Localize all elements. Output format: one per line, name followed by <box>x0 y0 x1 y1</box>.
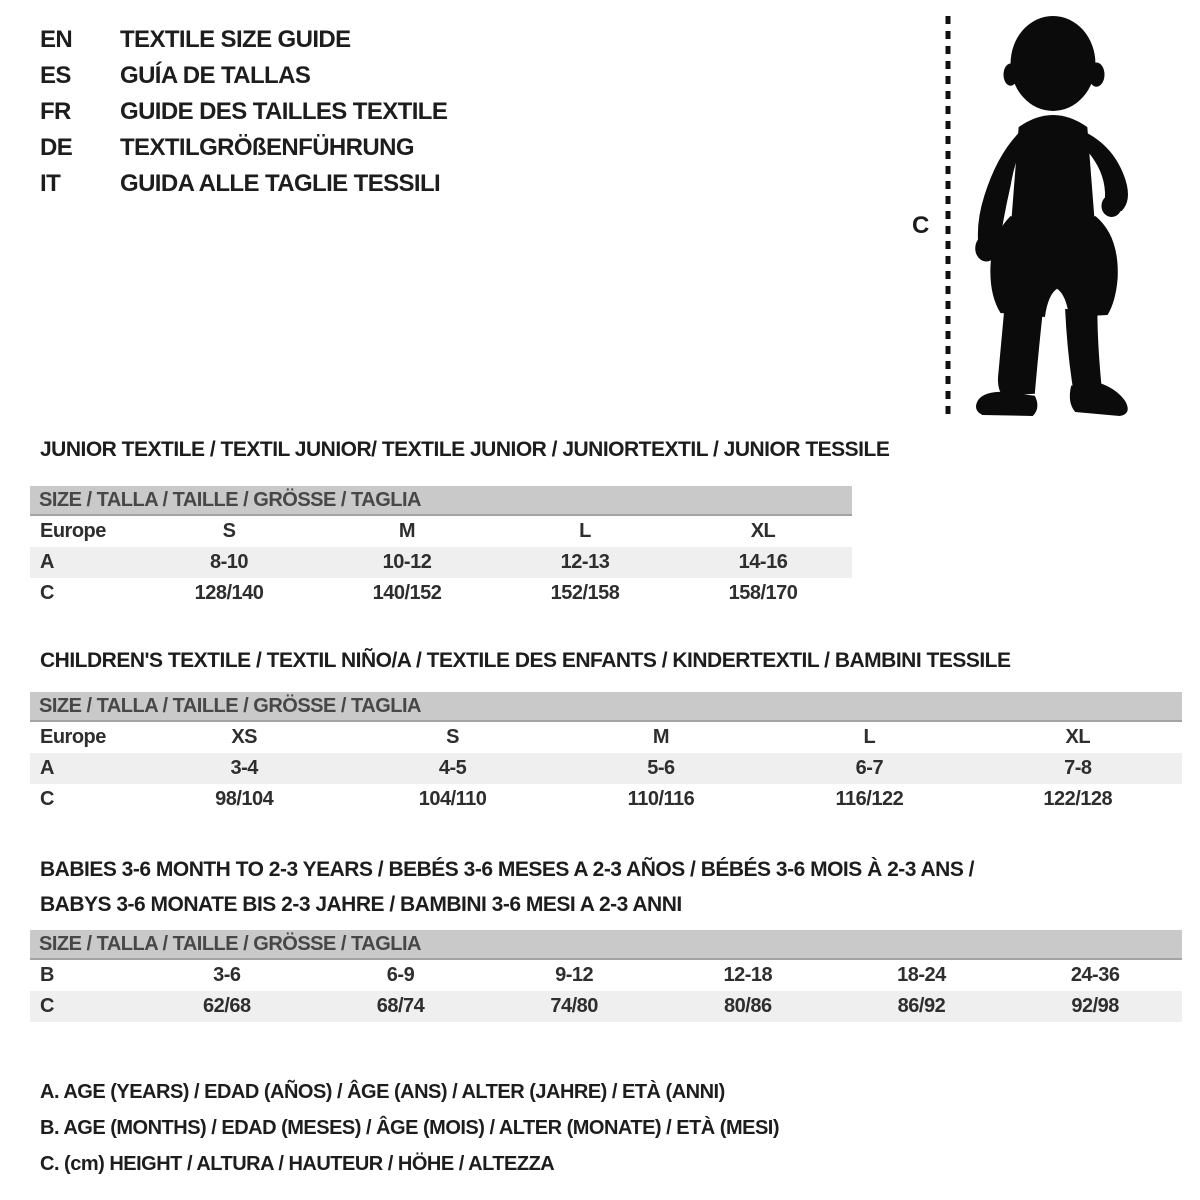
value-cell: 80/86 <box>724 995 772 1017</box>
row-label: C <box>40 995 54 1017</box>
language-row-fr <box>40 94 447 130</box>
row-label: B <box>40 964 54 986</box>
value-cell: 62/68 <box>203 995 251 1017</box>
language-list <box>40 22 447 202</box>
value-cell: 4-5 <box>438 757 467 779</box>
language-code: FR <box>40 98 71 125</box>
value-cell: 3-4 <box>230 757 258 779</box>
table-row-europe <box>30 516 852 547</box>
children-size-table <box>30 692 1182 815</box>
row-label: Europe <box>40 520 106 542</box>
value-cell: 74/80 <box>550 995 598 1017</box>
section-title-children: CHILDREN'S TEXTILE / TEXTIL NIÑO/A / TEXTILE DES ENFANTS / KINDERTEXTIL / BAMBINI TESSILE <box>40 649 1011 672</box>
measure-legend <box>40 1074 1200 1182</box>
language-code: IT <box>40 170 61 197</box>
value-cell: 5-6 <box>647 757 675 779</box>
value-cell: 18-24 <box>897 964 946 986</box>
legend-line-a: A. AGE (YEARS) / EDAD (AÑOS) / ÂGE (ANS) / ALTER (JAHRE) / ETÀ (ANNI) <box>40 1081 725 1103</box>
header-block <box>0 0 1200 432</box>
value-cell: 6-9 <box>386 964 415 986</box>
junior-size-table <box>30 486 852 609</box>
section-title-junior: JUNIOR TEXTILE / TEXTIL JUNIOR/ TEXTILE JUNIOR / JUNIORTEXTIL / JUNIOR TESSILE <box>40 438 890 461</box>
table-row-age <box>30 753 1182 784</box>
size-header-bar: SIZE / TALLA / TAILLE / GRÖSSE / TAGLIA <box>30 692 1182 722</box>
size-header-bar: SIZE / TALLA / TAILLE / GRÖSSE / TAGLIA <box>30 486 852 516</box>
value-cell: 128/140 <box>194 582 264 604</box>
language-code: ES <box>40 62 71 89</box>
section-title-line: BABIES 3-6 MONTH TO 2-3 YEARS / BEBÉS 3-6 MESES A 2-3 AÑOS / BÉBÉS 3-6 MOIS À 2-3 ANS / <box>40 858 975 881</box>
size-cell: S <box>222 520 236 542</box>
value-cell: 7-8 <box>1064 757 1092 779</box>
table-row-height <box>30 784 1182 815</box>
legend-line-c: C. (cm) HEIGHT / ALTURA / HAUTEUR / HÖHE / ALTEZZA <box>40 1153 555 1175</box>
size-cell: XL <box>1065 726 1091 748</box>
size-cell: L <box>863 726 876 748</box>
language-label: TEXTILE SIZE GUIDE <box>120 26 351 53</box>
section-title-babies <box>40 852 1200 922</box>
row-label: C <box>40 582 54 604</box>
value-cell: 12-13 <box>560 551 610 573</box>
legend-line-b: B. AGE (MONTHS) / EDAD (MESES) / ÂGE (MOIS) / ALTER (MONATE) / ETÀ (MESI) <box>40 1117 780 1139</box>
section-title-line: BABYS 3-6 MONATE BIS 2-3 JAHRE / BAMBINI 3-6 MESI A 2-3 ANNI <box>40 893 682 916</box>
value-cell: 68/74 <box>376 995 425 1017</box>
value-cell: 9-12 <box>555 964 594 986</box>
value-cell: 92/98 <box>1071 995 1119 1017</box>
value-cell: 98/104 <box>215 788 274 810</box>
row-label: C <box>40 788 54 810</box>
size-cell: S <box>446 726 459 748</box>
value-cell: 116/122 <box>835 788 904 810</box>
language-row-es <box>40 58 447 94</box>
table-row-height <box>30 578 852 609</box>
table-row-europe <box>30 722 1182 753</box>
size-cell: XL <box>750 520 776 542</box>
value-cell: 3-6 <box>213 964 241 986</box>
table-row-age-months <box>30 960 1182 991</box>
size-cell: M <box>398 520 416 542</box>
table-row-age <box>30 547 852 578</box>
value-cell: 12-18 <box>723 964 773 986</box>
value-cell: 152/158 <box>550 582 620 604</box>
language-code: DE <box>40 134 73 161</box>
row-label: Europe <box>40 726 106 748</box>
size-cell: M <box>652 726 670 748</box>
language-label: GUIDA ALLE TAGLIE TESSILI <box>120 170 441 197</box>
table-row-height <box>30 991 1182 1022</box>
value-cell: 122/128 <box>1043 788 1113 810</box>
value-cell: 14-16 <box>738 551 788 573</box>
size-cell: XS <box>231 726 258 748</box>
babies-size-table <box>30 930 1182 1022</box>
language-label: GUIDE DES TAILLES TEXTILE <box>120 98 448 125</box>
value-cell: 8-10 <box>209 551 249 573</box>
value-cell: 24-36 <box>1070 964 1120 986</box>
height-measure-label: C <box>912 212 930 239</box>
value-cell: 104/110 <box>418 788 487 810</box>
value-cell: 6-7 <box>855 757 884 779</box>
row-label: A <box>40 757 54 779</box>
value-cell: 86/92 <box>897 995 946 1017</box>
size-cell: L <box>579 520 591 542</box>
toddler-silhouette-icon <box>968 14 1140 418</box>
language-label: GUÍA DE TALLAS <box>120 62 311 89</box>
value-cell: 158/170 <box>728 582 798 604</box>
language-row-de <box>40 130 447 166</box>
height-measure-line <box>944 16 952 418</box>
language-code: EN <box>40 26 73 53</box>
language-row-it <box>40 166 447 202</box>
language-label: TEXTILGRÖßENFÜHRUNG <box>120 134 414 161</box>
value-cell: 110/116 <box>627 788 695 810</box>
language-row-en <box>40 22 447 58</box>
row-label: A <box>40 551 54 573</box>
value-cell: 140/152 <box>372 582 442 604</box>
size-header-bar: SIZE / TALLA / TAILLE / GRÖSSE / TAGLIA <box>30 930 1182 960</box>
value-cell: 10-12 <box>382 551 432 573</box>
